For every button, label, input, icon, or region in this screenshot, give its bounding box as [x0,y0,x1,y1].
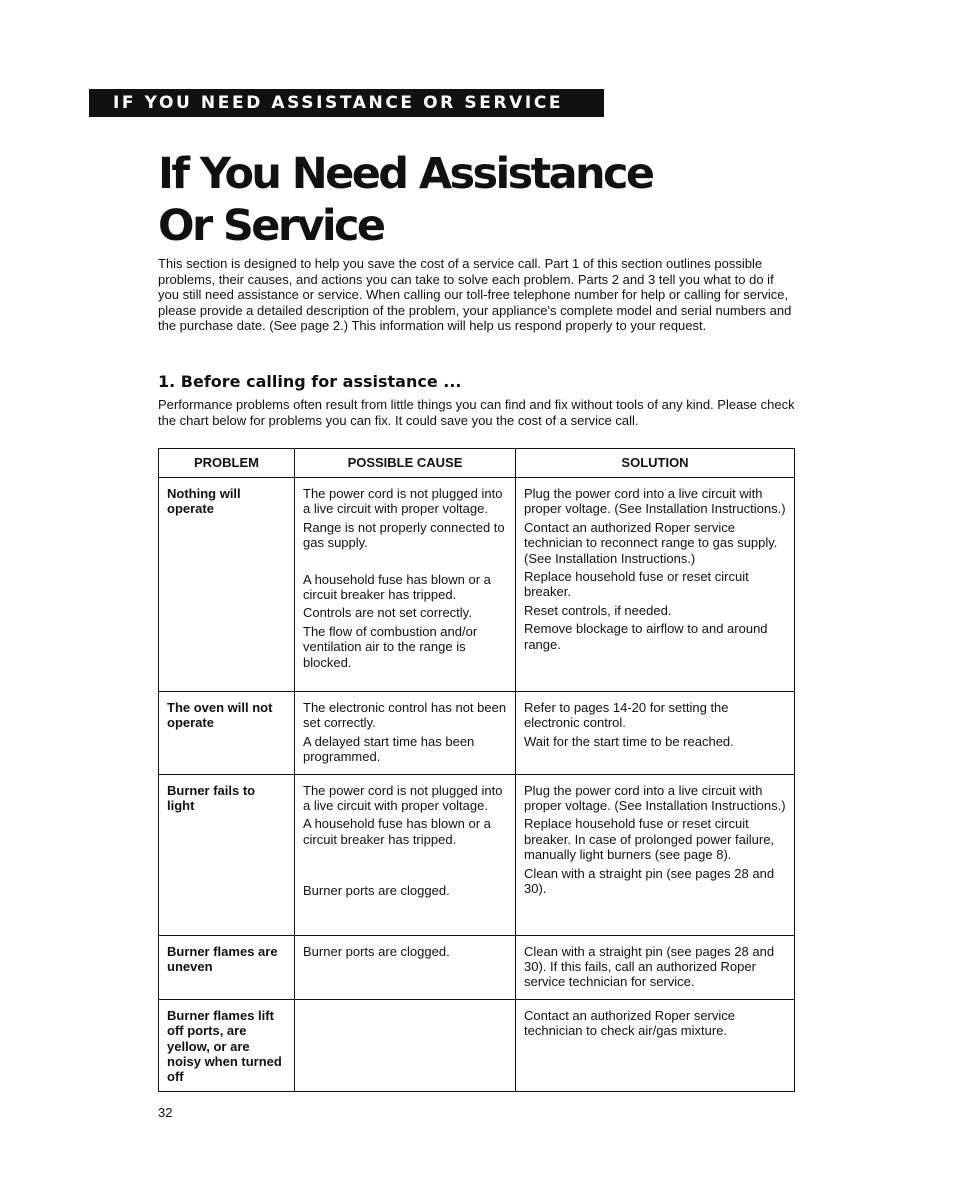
solution-text: Contact an authorized Roper service technician to check air/gas mixture. [524,1007,736,1039]
problem-text: Burner fails to light [167,782,256,814]
solution-text: Contact an authorized Roper service technician to reconnect range to gas supply. (See Installation Instructions.) [524,519,778,566]
cause-text: The power cord is not plugged into a live circuit with proper voltage. [303,782,503,814]
cause-cell [295,999,516,1091]
problem-cell [159,935,295,999]
page-number: 32 [158,1105,173,1120]
table-row [159,774,795,935]
solution-text: Refer to pages 14-20 for setting the electronic control. [524,700,729,731]
problem-cell [159,478,295,692]
section-banner: IF YOU NEED ASSISTANCE OR SERVICE [89,89,604,117]
table-row [159,478,795,692]
problem-text: Nothing will operate [167,486,241,517]
cause-text: Burner ports are clogged. [303,883,450,899]
intro-paragraph: This section is designed to help you save the cost of a service call. Part 1 of this section outlines possible problems, their causes, and actions you can take to solve each problem. Parts 2 and 3 tell you what to do if you still need assistance or service. When calling our toll-free telephone number for help or calling for service, please provide a detailed description of the problem, your appliance's complete model and serial numbers and the purchase date. (See page 2.) This information will help us respond properly to your request. [158,256,792,334]
page-title [158,148,653,252]
problem-text: The oven will not operate [167,700,273,731]
cause-text: A household fuse has blown or a circuit breaker has tripped. [303,571,491,603]
cause-text: The power cord is not plugged into a live circuit with proper voltage. [303,486,503,517]
column-header-problem: PROBLEM [159,449,295,478]
problem-cell [159,774,295,935]
problem-text: Burner flames are uneven [167,943,278,975]
solution-text: Plug the power cord into a live circuit with proper voltage. (See Installation Instructions.) [524,486,786,517]
solution-text: Clean with a straight pin (see pages 28 and 30). If this fails, call an authorized Roper service technician for service. [524,943,775,990]
troubleshooting-table [158,448,795,1092]
table-header-row [159,449,795,478]
cause-text: The flow of combustion and/or ventilation air to the range is blocked. [303,623,478,670]
table-row [159,999,795,1091]
page-title-line-1: If You Need Assistance [158,149,653,199]
section-text: Performance problems often result from little things you can find and fix without tools of any kind. Please check the chart below for problems you can fix. It could save you the cost of a service call. [158,397,795,428]
cause-text: A household fuse has blown or a circuit breaker has tripped. [303,816,491,847]
solution-text: Wait for the start time to be reached. [524,733,734,749]
solution-cell [516,774,795,935]
solution-text: Replace household fuse or reset circuit breaker. [524,569,749,600]
solution-text: Replace household fuse or reset circuit breaker. In case of prolonged power failure, manually light burners (see page 8). [524,816,775,863]
cause-cell [295,692,516,775]
solution-text: Remove blockage to airflow to and around range. [524,621,768,652]
table-row [159,935,795,999]
page-title-line-2: Or Service [158,201,384,251]
solution-cell [516,692,795,775]
problem-cell [159,999,295,1091]
table-row [159,692,795,775]
solution-cell [516,999,795,1091]
solution-text: Reset controls, if needed. [524,602,672,618]
cause-text: Burner ports are clogged. [303,943,450,959]
section-heading: 1. Before calling for assistance ... [158,372,462,391]
solution-cell [516,935,795,999]
column-header-solution: SOLUTION [516,449,795,478]
cause-cell [295,935,516,999]
solution-cell [516,478,795,692]
cause-text: Controls are not set correctly. [303,605,472,621]
cause-cell [295,478,516,692]
solution-text: Plug the power cord into a live circuit with proper voltage. (See Installation Instructions.) [524,782,786,814]
cause-text: The electronic control has not been set correctly. [303,700,507,731]
problem-cell [159,692,295,775]
cause-cell [295,774,516,935]
problem-text: Burner flames lift off ports, are yellow, or are noisy when turned off [167,1007,282,1085]
solution-text: Clean with a straight pin (see pages 28 and 30). [524,865,775,897]
cause-text: Range is not properly connected to gas supply. [303,519,505,551]
cause-text: A delayed start time has been programmed. [303,733,475,765]
column-header-cause: POSSIBLE CAUSE [295,449,516,478]
